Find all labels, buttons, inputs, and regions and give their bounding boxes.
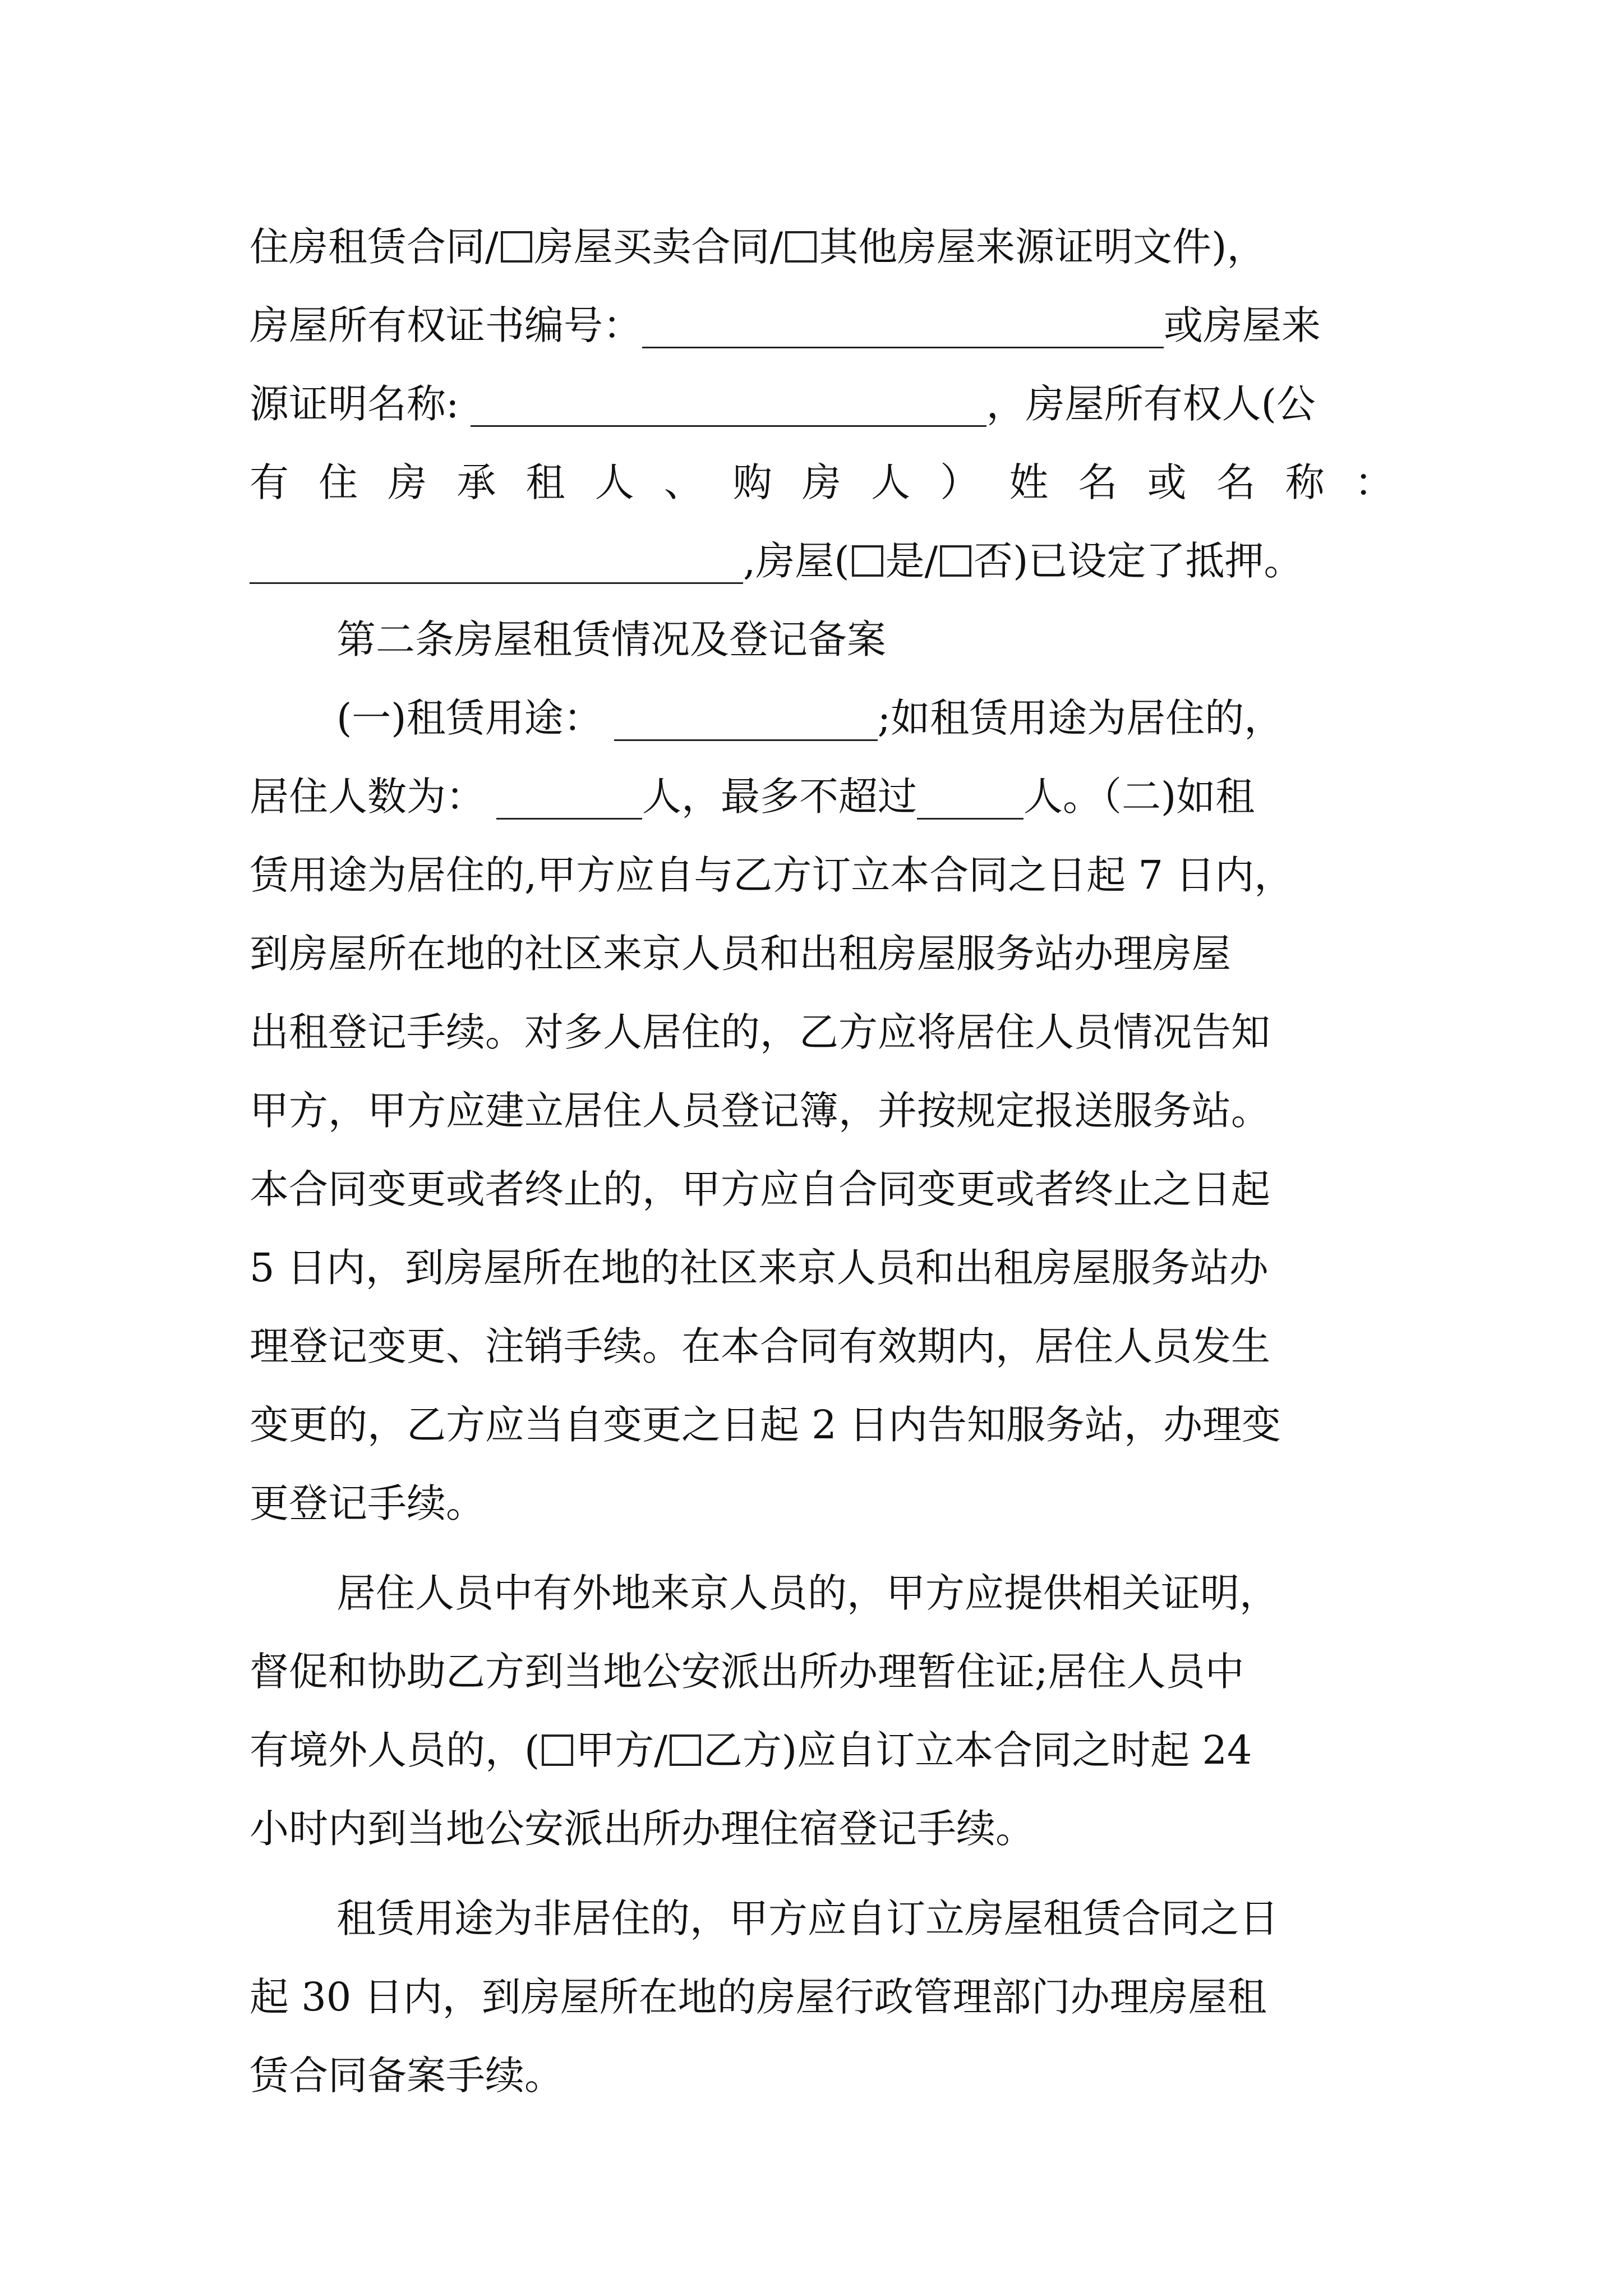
text-segment: 5 日内，到房屋所在地的社区来京人员和出租房屋服务站办 bbox=[250, 1245, 1269, 1291]
text-segment: 理登记变更、注销手续。在本合同有效期内，居住人员发生 bbox=[250, 1323, 1270, 1369]
source-proof-name-field[interactable] bbox=[471, 386, 986, 427]
text-char: 、 bbox=[663, 459, 703, 505]
text-line bbox=[250, 1464, 485, 1543]
text-line-justified bbox=[250, 443, 1394, 522]
section-heading-text: 第二条房屋租赁情况及登记备案 bbox=[336, 616, 886, 662]
text-line bbox=[250, 1307, 1270, 1386]
text-segment: 甲方，甲方应建立居住人员登记簿，并按规定报送服务站。 bbox=[250, 1088, 1270, 1134]
text-line bbox=[250, 1958, 1267, 2036]
text-line bbox=[250, 1632, 1244, 1711]
text-segment: 更登记手续。 bbox=[250, 1480, 485, 1526]
text-char: 人 bbox=[871, 459, 911, 505]
text-line bbox=[250, 757, 1255, 836]
text-line bbox=[250, 1711, 1252, 1789]
text-char: 人 bbox=[594, 459, 634, 505]
text-char: 租 bbox=[525, 459, 565, 505]
text-segment: 人。（二)如租 bbox=[1023, 774, 1255, 820]
resident-count-field[interactable] bbox=[496, 779, 642, 820]
text-segment: 乙方)应自订立本合同之时起 24 bbox=[703, 1727, 1252, 1773]
lease-purpose-field[interactable] bbox=[614, 700, 878, 741]
text-segment: 人，最多不超过 bbox=[642, 774, 917, 820]
checkbox-icon[interactable] bbox=[670, 1734, 701, 1766]
certificate-number-field[interactable] bbox=[642, 307, 1164, 348]
text-line bbox=[250, 1789, 1035, 1868]
text-segment: 居住人数为： bbox=[250, 774, 485, 820]
text-segment: 其他房屋来源证明文件)， bbox=[819, 224, 1266, 270]
text-segment: 源证明名称: bbox=[250, 381, 459, 427]
text-segment: 房屋所有权证书编号： bbox=[250, 302, 642, 348]
text-char: 房 bbox=[388, 459, 427, 505]
text-char: ） bbox=[940, 459, 980, 505]
text-char: 姓 bbox=[1009, 459, 1049, 505]
text-char: 或 bbox=[1147, 459, 1187, 505]
text-line bbox=[250, 522, 1303, 600]
text-line bbox=[250, 914, 1231, 993]
text-segment: 是/ bbox=[885, 538, 938, 584]
text-char: 称 bbox=[1285, 459, 1325, 505]
text-segment: 赁用途为居住的,甲方应自与乙方订立本合同之日起 7 日内， bbox=[250, 852, 1294, 898]
checkbox-icon[interactable] bbox=[940, 545, 971, 577]
text-segment: 甲方/ bbox=[575, 1727, 667, 1773]
text-segment: 租赁用途为非居住的，甲方应自订立房屋租赁合同之日 bbox=[336, 1895, 1279, 1941]
text-line bbox=[250, 1386, 1281, 1464]
text-line bbox=[250, 286, 1321, 365]
text-segment: 出租登记手续。对多人居住的，乙方应将居住人员情况告知 bbox=[250, 1009, 1270, 1055]
checkbox-icon[interactable] bbox=[852, 545, 883, 577]
text-segment: 住房租赁合同/ bbox=[250, 224, 499, 270]
text-segment: 有境外人员的，( bbox=[250, 1727, 540, 1773]
text-segment: 居住人员中有外地来京人员的，甲方应提供相关证明， bbox=[336, 1570, 1279, 1616]
text-line bbox=[250, 1071, 1270, 1150]
checkbox-icon[interactable] bbox=[785, 231, 817, 263]
text-line bbox=[250, 993, 1270, 1071]
text-segment: 督促和协助乙方到当地公安派出所办理暂住证;居住人员中 bbox=[250, 1649, 1244, 1695]
text-char: ： bbox=[1354, 459, 1394, 505]
checkbox-icon[interactable] bbox=[542, 1734, 573, 1766]
text-segment: 房屋买卖合同/ bbox=[534, 224, 783, 270]
text-line bbox=[250, 365, 1316, 443]
text-char: 有 bbox=[250, 459, 289, 505]
text-segment: 赁合同备案手续。 bbox=[250, 2053, 564, 2099]
text-segment: 或房屋来 bbox=[1164, 302, 1321, 348]
text-line bbox=[250, 2036, 564, 2115]
text-line bbox=[250, 1228, 1269, 1307]
text-char: 房 bbox=[802, 459, 841, 505]
text-segment: ;如租赁用途为居住的， bbox=[877, 695, 1284, 741]
text-segment: 否)已设定了抵押。 bbox=[974, 538, 1303, 584]
text-segment: ,房屋( bbox=[743, 538, 850, 584]
text-segment: 变更的，乙方应当自变更之日起 2 日内告知服务站，办理变 bbox=[250, 1402, 1281, 1448]
text-segment: 本合同变更或者终止的，甲方应自合同变更或者终止之日起 bbox=[250, 1166, 1270, 1212]
text-line bbox=[336, 1554, 1279, 1632]
text-line bbox=[250, 836, 1293, 914]
text-segment: ，房屋所有权人(公 bbox=[986, 381, 1316, 427]
text-char: 承 bbox=[457, 459, 496, 505]
text-char: 名 bbox=[1216, 459, 1256, 505]
owner-name-field[interactable] bbox=[250, 543, 743, 584]
text-segment: 起 30 日内，到房屋所在地的房屋行政管理部门办理房屋租 bbox=[250, 1974, 1267, 2020]
text-line bbox=[336, 679, 1283, 757]
max-resident-count-field[interactable] bbox=[917, 779, 1023, 820]
text-segment: 到房屋所在地的社区来京人员和出租房屋服务站办理房屋 bbox=[250, 931, 1231, 977]
section-heading bbox=[336, 600, 886, 679]
text-segment: (一)租赁用途： bbox=[336, 695, 603, 741]
text-line bbox=[250, 208, 1266, 286]
text-line bbox=[336, 1879, 1279, 1958]
text-line bbox=[250, 1150, 1270, 1228]
text-char: 购 bbox=[732, 459, 772, 505]
checkbox-icon[interactable] bbox=[501, 231, 532, 263]
text-segment: 小时内到当地公安派出所办理住宿登记手续。 bbox=[250, 1806, 1035, 1852]
text-char: 住 bbox=[319, 459, 358, 505]
text-char: 名 bbox=[1078, 459, 1118, 505]
